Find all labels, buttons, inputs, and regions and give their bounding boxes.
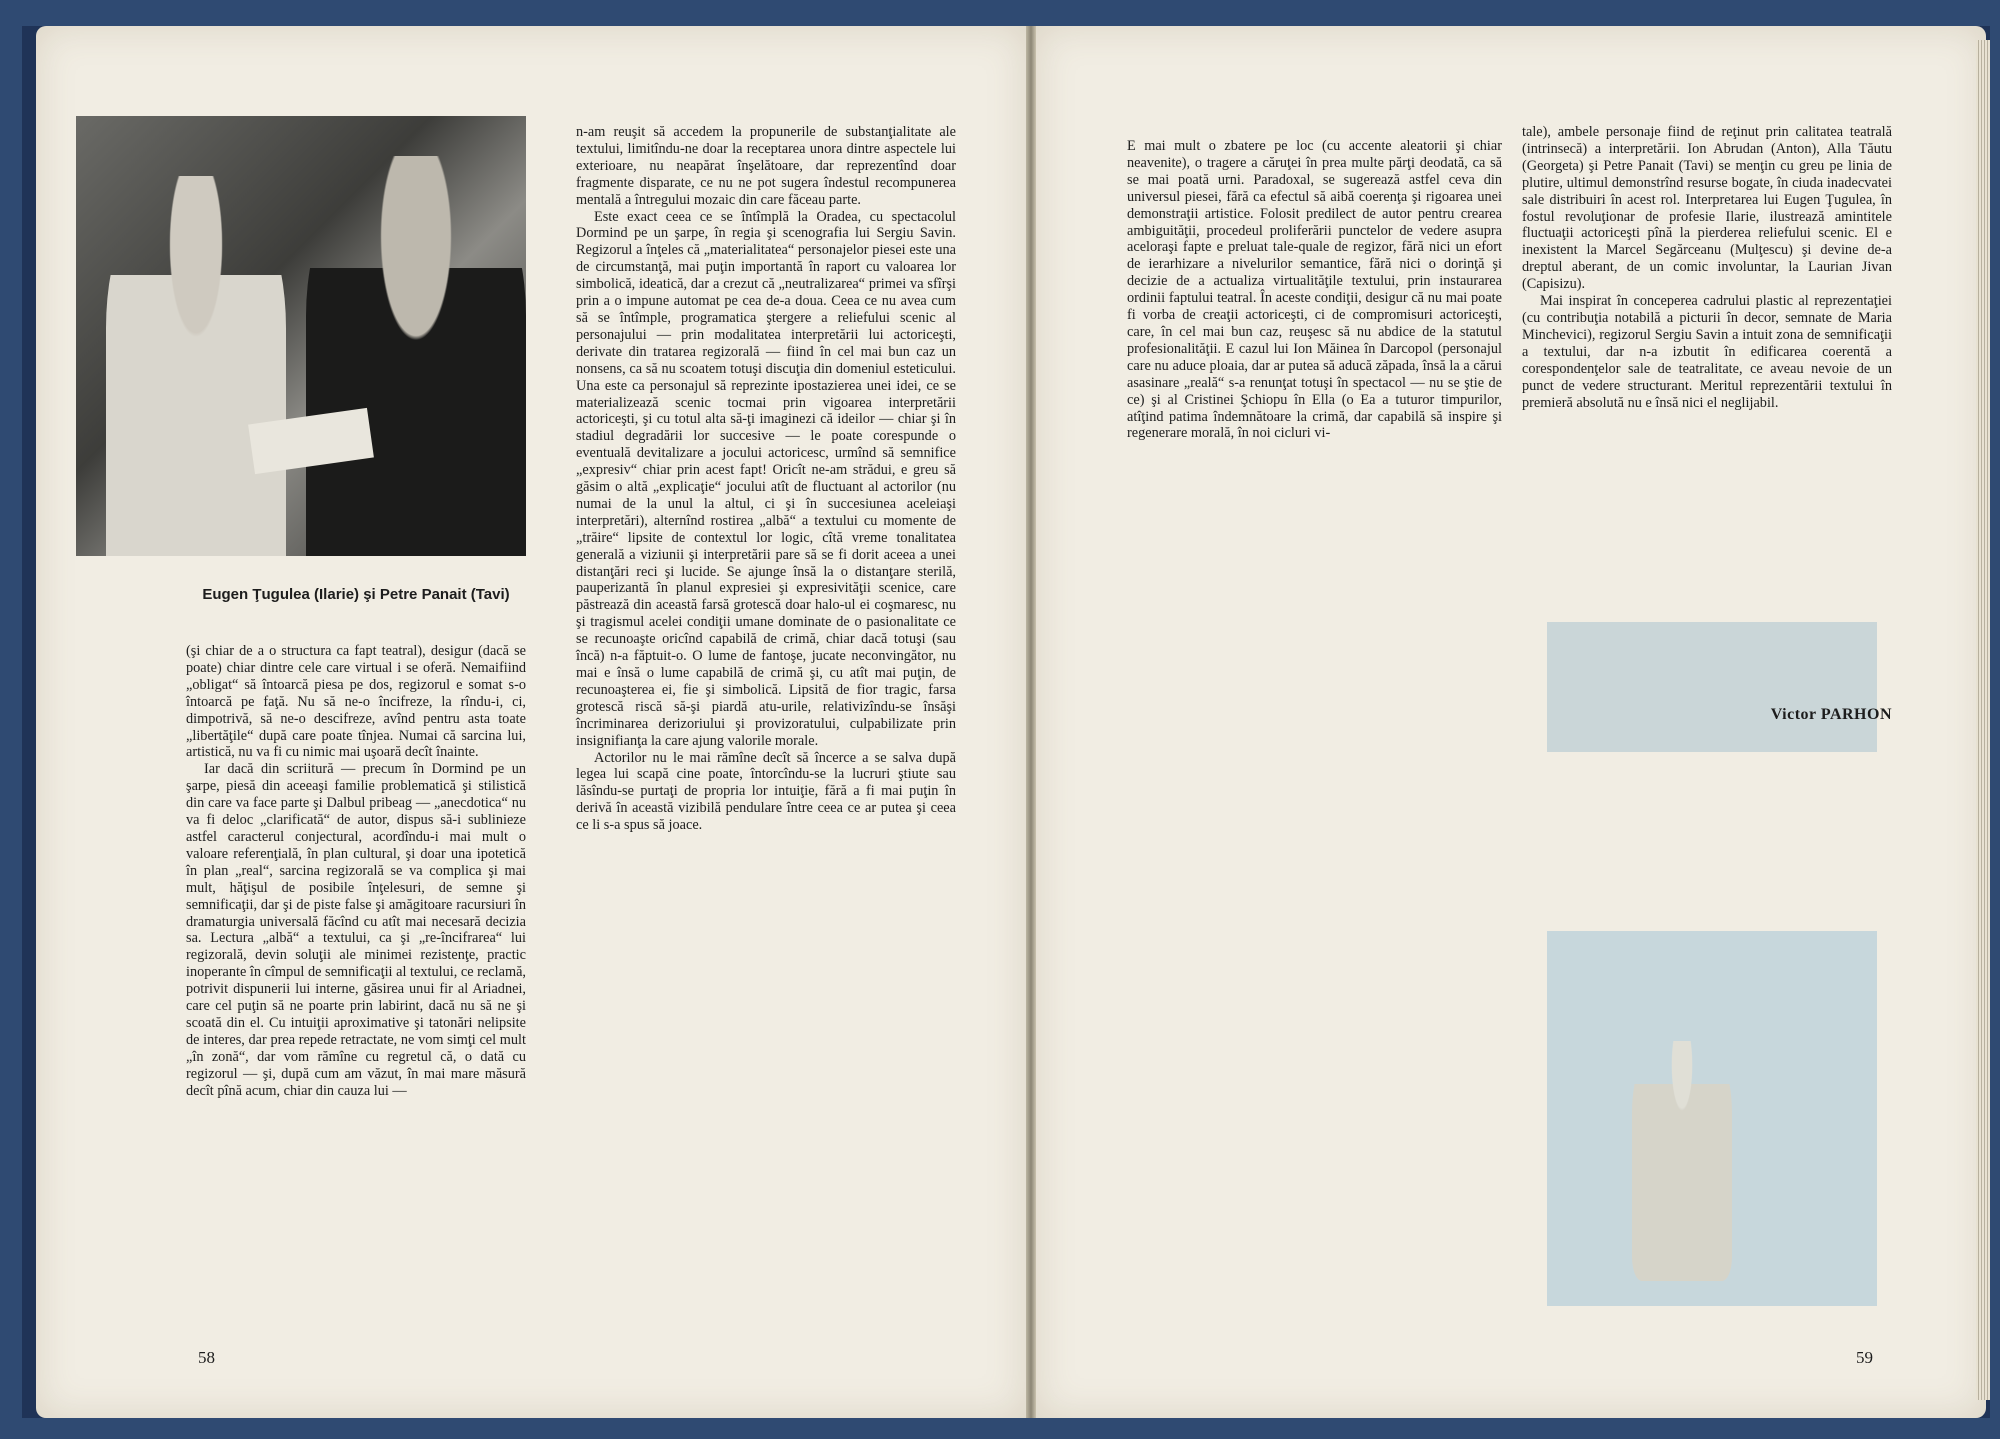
photo-caption: Eugen Ţugulea (Ilarie) şi Petre Panait (Tavi) [202, 586, 510, 603]
col2-paragraph: Este exact ceea ce se întîmplă la Oradea, cu spectacolul Dormind pe un şarpe, în regia şi scenografia lui Sergiu Savin. Regizorul a înţeles că „materialitatea“ personajelor piesei este una de circumstanţă, mai puţin importantă în raport cu valoarea lor simbolică, ideatică, dar a crezut că „neutralizarea“ primei va sfîrşi prin a o impune automat pe cea de-a doua. Ceea ce nu avea cum să se întîmple, programatica ştergere a reliefului scenic al personajului — prin modalitatea interpretării lui actoriceşti, derivate din tratarea regizorală — fiind în cel mai bun caz un nonsens, ca să nu scoatem totuşi discuţia din domeniul esteticului. Una este ca personajul să reprezinte ipostazierea unei idei, ce se materializează scenic tocmai prin vigoarea interpretării actoriceşti, şi cu totul alta să-ţi imaginezi că ideilor — chiar şi în stadiul degradării lor succesive — le poate corespunde o eventuală devitalizare a jocului actoricesc, urmînd să semnifice „expresiv“ chiar prin acest fapt! Oricît ne-am strădui, e greu să găsim o altă „explicaţie“ jocului atît de fluctuant al actorilor (nu numai de la unul la altul, ci şi în succesiunea aceleiaşi interpretări), alternînd rostirea „albă“ a textului cu momente de „trăire“ lipsite de contextul lor logic, cîtă vreme tonalitatea generală a viziunii şi interpretării pare să se fi dorit aceea a unei distanţări reci şi lucide. Se ajunge însă la o distanţare sterilă, pauperizantă în planul expresiei şi expresivităţii scenice, care păstrează din această farsă grotescă doar halo-ul ei coşmaresc, nu şi tragismul acelei condiţii umane dominate de o pasionalitate ce se recunoaşte oricînd capabilă de crimă, chiar dacă totuşi (sau încă) n-a făptuit-o. O lume de fantoşe, jucate neconvingător, nu mai e însă o lume capabilă de crimă şi, cu atît mai puţin, de recunoaşterea ei, fie şi simbolică. Lipsită de fior tragic, farsa grotescă riscă să-şi piardă atu-urile, relativizîndu-se însăşi încriminarea derizoriului şi provizoratului, culpabilizate prin insignifianţa la care ajung valorile morale. [576, 208, 956, 749]
article-column-3 [1127, 138, 1502, 442]
page-edges [1976, 40, 1990, 1400]
col4-paragraph: Mai inspirat în conceperea cadrului plastic al reprezentaţiei (cu contribuţia notabilă a picturii în decor, semnate de Maria Minchevici), regizorul Sergiu Savin a intuit zona de semnificaţii a textului, dar n-a izbutit în edificarea coerentă a corespondenţelor sale de teatralitate, ce aveau nevoie de un punct de vedere structurant. Meritul reprezentării textului în premieră absolută nu e însă nici el neglijabil. [1522, 293, 1892, 411]
photo-figure-left [106, 176, 286, 556]
book-gutter [1026, 26, 1036, 1418]
show-through-panel-upper [1547, 622, 1877, 752]
photo-figure-right [306, 156, 526, 556]
page-number-left: 58 [198, 1348, 215, 1367]
col1-paragraph: Iar dacă din scriitură — precum în Dormind pe un şarpe, piesă din aceeaşi familie problematică şi stilistică din care va face parte şi Dalbul pribeag — „anecdotica“ nu va fi deloc „clarificată“ de autor, dispus să-i sublinieze astfel caracterul conjectural, acordîndu-i mai mult o valoare referenţială, în plan cultural, şi doar una ipotetică în plan „real“, sarcina regizorală se va complica şi mai mult, hăţişul de posibile înţelesuri, de semne şi semnificaţii, dar şi de piste false şi amăgitoare racursiuri în dramaturgia universală făcînd cu atît mai necesară decizia sa. Lectura „albă“ a textului, ca şi „re-încifrarea“ lui regizorală, devin soluţii ale minimei rezistenţe, practic inoperante în cîmpul de semnificaţii al textului, ce reclamă, potrivit dispunerii lui interne, găsirea unui fir al Ariadnei, care cel puţin să ne poarte prin labirint, dacă nu să ne şi scoată din el. Cu intuiţii aproximative şi tatonări nelipsite de interes, dar prea repede retractate, ne vom simţi cel mult „în zonă“, dar vom rămîne cu regretul că, o dată cu regizorul — şi, după cum am văzut, în mai mare măsură decît pînă acum, chiar din cauza lui — [186, 761, 526, 1099]
author-signature: Victor PARHON [1770, 706, 1892, 723]
col2-paragraph: Actorilor nu le mai rămîne decît să încerce a se salva după legea lui scapă cine poate, întorcîndu-se la lucruri ştiute sau lăsîndu-se purtaţi de propria lor intuiţie, fără a fi mai puţin în derivă în această vizibilă pendulare între ceea ce ar putea şi ceea ce li s-a spus să joace. [576, 749, 956, 834]
left-page [36, 26, 1026, 1418]
article-column-1 [186, 643, 526, 1099]
col2-paragraph: n-am reuşit să accedem la propunerile de substanţialitate ale textului, limitîndu-ne doar la receptarea unora dintre aspectele lui exterioare, nu neapărat înşelătoare, dar reprezentînd doar fragmente disparate, ce nu ne pot sugera îndestul recompunerea mentală a întregului mozaic din care făceau parte. [576, 124, 956, 208]
actors-photo [76, 116, 526, 556]
article-column-2 [576, 124, 956, 834]
page-number-right: 59 [1856, 1348, 1873, 1367]
magazine-spread [22, 26, 1990, 1418]
col1-paragraph: (şi chiar de a o structura ca fapt teatral), desigur (dacă se poate) chiar dintre cele care virtual i se oferă. Nemaifiind „obligat“ să întoarcă piesa pe dos, regizorul e somat s-o întoarcă pe faţă. Nu să ne-o încifreze, la rîndu-i, ci, dimpotrivă, să ne-o descifreze, avînd pentru asta toate „libertăţile“ după care poate tînjea. Numai că sarcina lui, artistică, nu va fi cu nimic mai uşoară decît înainte. [186, 643, 526, 761]
article-column-4 [1522, 124, 1892, 411]
col4-paragraph: tale), ambele personaje fiind de reţinut prin calitatea teatrală (intrinsecă) a interpretării. Ion Abrudan (Anton), Alla Tăutu (Georgeta) şi Petre Panait (Tavi) se menţin cu greu pe linia de plutire, ultimul demonstrînd resurse bogate, în ciuda inadecvatei sale distribuiri în acest rol. Interpretarea lui Eugen Ţugulea, în fostul revoluţionar de profesie Ilarie, ilustrează amintitele fluctuaţii actoriceşti pînă la pierderea reliefului scenic. El e inexistent la Marcel Segărceanu (Mulţescu) şi devine de-a dreptul aberant, de un comic involuntar, la Laurian Jivan (Capisizu). [1522, 124, 1892, 293]
show-through-figure [1632, 1041, 1732, 1281]
col3-paragraph: E mai mult o zbatere pe loc (cu accente aleatorii şi chiar neavenite), o tragere a căruţei în prea multe părţi deodată, ca să se mai poată urni. Paradoxal, se sugerează astfel ceva din universul piesei, fără ca efectul să aibă coerenţa şi rigoarea unei demonstraţii artistice. Folosit predilect de autor pentru crearea ambiguităţii, procedeul proliferării punctelor de vedere asupra aceloraşi fapte e preluat tale-quale de regizor, fără nici un efort de ierarhizare a nivelurilor semantice, fără nici o dorinţă şi decizie de a actualiza virtualităţile textului, prin instaurarea ordinii faptului teatral. În aceste condiţii, desigur că nu mai poate fi vorba de creaţii actoriceşti, ci de compromisuri actoriceşti, care, în cel mai bun caz, reuşesc să nu abdice de la statutul profesionalităţii. E cazul lui Ion Măinea în Darcopol (personajul care nu aduce ploaia, dar ar putea să aducă zăpada, însă la a cărui asasinare „reală“ s-a renunţat totuşi în spectacol — nu se ştie de ce) şi al Cristinei Şchiopu în Ella (o Ea a tuturor timpurilor, atîţind patima îndemnătoare la crimă, dar capabilă să inspire şi regenerare morală, în noi cicluri vi- [1127, 138, 1502, 442]
